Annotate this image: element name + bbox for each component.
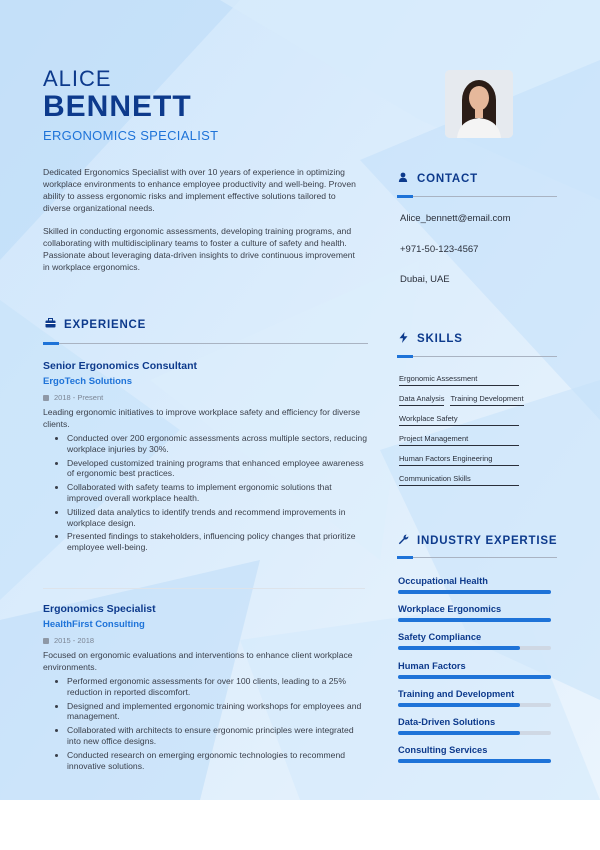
- expertise-bar-fill: [398, 618, 551, 622]
- job-bullet: • Performed ergonomic assessments for over 100 clients, leading to a 25% reduction in reported discomfort.: [67, 676, 368, 698]
- expertise-item: [398, 689, 554, 717]
- expertise-label: Occupational Health: [398, 576, 488, 586]
- skill-tag: Human Factors Engineering: [399, 454, 519, 466]
- expertise-item: [398, 632, 554, 660]
- expertise-bar: [398, 590, 551, 594]
- person-icon: [397, 172, 409, 185]
- contact-location: Dubai, UAE: [400, 274, 450, 285]
- expertise-bar: [398, 618, 551, 622]
- job-dates: [43, 393, 368, 402]
- expertise-bar-fill: [398, 759, 551, 763]
- expertise-bar: [398, 759, 551, 763]
- job-dates-text: 2018 - Present: [54, 393, 104, 402]
- job-bullets: [43, 433, 368, 553]
- contact-heading: [397, 172, 478, 185]
- job-title: ERGONOMICS SPECIALIST: [43, 128, 219, 143]
- expertise-heading: [397, 534, 557, 548]
- expertise-label: Consulting Services: [398, 745, 488, 756]
- job-bullet: • Collaborated with safety teams to implement ergonomic solutions that improved overall workplace health.: [67, 482, 368, 504]
- job-description: Leading ergonomic initiatives to improve workplace safety and efficiency for diverse clients.: [43, 407, 361, 429]
- expertise-label: Workplace Ergonomics: [398, 604, 502, 615]
- skill-tag: Data Analysis: [399, 394, 444, 406]
- job-bullets: [43, 676, 368, 771]
- job-company: ErgoTech Solutions: [43, 376, 133, 387]
- job-dates: [43, 636, 368, 645]
- job-role: Senior Ergonomics Consultant: [43, 360, 198, 372]
- calendar-icon: [43, 395, 49, 401]
- job-description: Focused on ergonomic evaluations and interventions to enhance client workplace environments.: [43, 650, 353, 672]
- calendar-icon: [43, 638, 49, 644]
- expertise-bar-fill: [398, 703, 520, 707]
- expertise-bar: [398, 703, 551, 707]
- briefcase-icon: [44, 318, 56, 331]
- expertise-item: [398, 745, 554, 773]
- expertise-label: Data-Driven Solutions: [398, 716, 496, 727]
- expertise-bar-fill: [398, 646, 520, 650]
- expertise-bar-fill: [398, 731, 520, 735]
- summary: [43, 166, 363, 284]
- expertise-item: [398, 661, 554, 689]
- skill-tag: Workplace Safety: [399, 414, 519, 426]
- expertise-bar-fill: [398, 590, 551, 594]
- job-entry: [43, 603, 368, 774]
- expertise-heading-label: INDUSTRY EXPERTISE: [417, 535, 558, 547]
- first-name: ALICE: [43, 66, 112, 91]
- expertise-item: [398, 717, 554, 745]
- experience-heading: [44, 318, 146, 331]
- contact-divider: [397, 196, 557, 197]
- expertise-item: [398, 576, 554, 604]
- skill-tag: Communication Skills: [399, 474, 519, 486]
- wrench-icon: [397, 534, 409, 548]
- skills-heading-label: SKILLS: [417, 333, 463, 345]
- last-name: BENNETT: [43, 90, 192, 123]
- job-bullet: • Presented findings to stakeholders, influencing policy changes that prioritize employee well-being.: [67, 531, 368, 553]
- skills-divider: [397, 356, 557, 357]
- job-bullet: • Collaborated with architects to ensure ergonomic principles were integrated into new office designs.: [67, 725, 368, 747]
- job-role: Ergonomics Specialist: [43, 603, 156, 615]
- summary-paragraph: Dedicated Ergonomics Specialist with over 10 years of experience in optimizing workplace environments to enhance employee productivity and well-being. Proven ability to assess ergonomic risks and implement effective solutions tailored to diverse organizational needs.: [43, 167, 356, 213]
- expertise-bar-fill: [398, 675, 551, 679]
- skill-tag: Ergonomic Assessment: [399, 374, 519, 386]
- expertise-divider: [397, 557, 557, 558]
- contact-phone[interactable]: +971-50-123-4567: [400, 244, 479, 255]
- job-separator: [43, 588, 365, 589]
- contact-heading-label: CONTACT: [417, 172, 478, 185]
- profile-photo: [445, 70, 513, 138]
- expertise-label: Training and Development: [398, 688, 515, 699]
- expertise-label: Human Factors: [398, 660, 466, 671]
- experience-heading-label: EXPERIENCE: [64, 318, 147, 331]
- job-bullet: • Developed customized training programs that enhanced employee awareness of ergonomic best practices.: [67, 458, 368, 480]
- expertise-label: Safety Compliance: [398, 632, 482, 643]
- summary-paragraph: Skilled in conducting ergonomic assessments, developing training programs, and collaborating with multidisciplinary teams to foster a culture of safety and health. Passionate about leveraging data-driven insights to drive continuous improvement in workplace ergonomics.: [43, 226, 355, 272]
- skill-tag: Project Management: [399, 434, 519, 446]
- job-company: HealthFirst Consulting: [43, 619, 145, 630]
- expertise-list: [398, 576, 554, 773]
- skills-heading: [397, 332, 463, 346]
- contact-email[interactable]: Alice_bennett@email.com: [400, 213, 511, 224]
- job-bullet: • Utilized data analytics to identify trends and recommend improvements in workplace design.: [67, 507, 368, 529]
- job-bullet: • Designed and implemented ergonomic training workshops for employees and management.: [67, 701, 368, 723]
- job-bullet: • Conducted research on emerging ergonomic technologies to recommend innovative solutions.: [67, 750, 368, 772]
- lightning-icon: [397, 332, 409, 346]
- skills-list: [399, 374, 559, 486]
- skill-tag: Training Development: [450, 394, 523, 406]
- expertise-item: [398, 604, 554, 632]
- expertise-bar: [398, 646, 551, 650]
- experience-divider: [43, 343, 368, 344]
- expertise-bar: [398, 731, 551, 735]
- job-bullet: • Conducted over 200 ergonomic assessments across multiple sectors, reducing workplace injuries by 30%.: [67, 433, 368, 455]
- expertise-bar: [398, 675, 551, 679]
- job-dates-text: 2015 - 2018: [54, 636, 95, 645]
- job-entry: [43, 360, 368, 556]
